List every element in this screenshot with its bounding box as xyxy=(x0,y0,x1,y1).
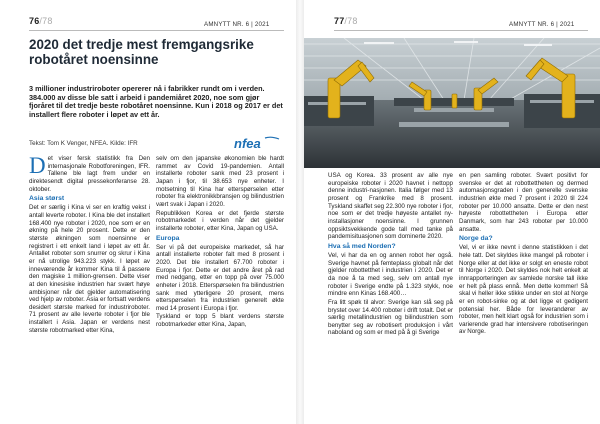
left-column-1 xyxy=(29,155,150,335)
body-paragraph: en pen samling roboter. Svært positivt for svenske er det at robottettheten og dermed automasjonsgraden i den generelle svenske industrien økte med 7 prosent i 2020 til 224 roboter per 10.000 ansatte. Dette er den nest høyeste robottettheten i Europa etter Danmark, som har 243 roboter per 10.000 ansatte. xyxy=(459,172,588,233)
article-lead: 3 millioner industriroboter opererer nå i fabrikker rundt om i verden. 384.000 av disse ble satt i arbeid i pandemiåret 2020, noe som gjør fjoråret til det tredje beste robotåret noensinne. Kun i 2018 og 2017 er det installert flere roboter i løpet av ett år. xyxy=(29,84,283,119)
intro-paragraph: Det viser fersk statistikk fra Den internasjonale Robotforeningen, IFR. Tallene ble lagt frem under en direktesendt digital pressekonferanse 28. oktober. xyxy=(29,153,150,193)
right-column-1 xyxy=(328,172,453,338)
body-paragraph: selv om den japanske økonomien ble hardt rammet av Covid 19-pandemien. Antall installerte roboter sank med 23 prosent i Japan i fjor, til 38.653 nye enheter. I motsetning til Kina har etterspørselen etter roboter fra elektronikkbransjen og bilindustrien vært svak i Japan i 2020. xyxy=(156,155,284,208)
body-paragraph: Republikken Korea er det fjerde største robotmarkedet i verden når det gjelder installerte roboter, etter Kina, Japan og USA. xyxy=(156,209,284,232)
body-paragraph: Ser vi på det europeiske markedet, så har antall installerte roboter falt med 8 prosent i 2020. Det ble installert 67.700 roboter i Europa i fjor. Dette er det andre året på rad med nedgang, etter en topp på over 75.000 enheter i 2018. Etterspørselen fra bilindustrien sank med ytterligere 20 prosent, mens etterspørselen fra industrien generelt økte med 14 prosent i Europa i fjor. xyxy=(156,243,284,312)
nfea-logo xyxy=(234,136,280,150)
heading-norden: Hva så med Norden? xyxy=(328,242,396,250)
heading-europa: Europa xyxy=(156,234,180,242)
body-paragraph: USA og Korea. 33 prosent av alle nye europeiske roboter i 2020 havnet i nettopp denne industri-nasjonen. Italia følger med 13 prosent og Frankrike med 8 prosent. Tyskland skaffet seg 22.300 nye roboter i fjor, noe som er det tredje høyeste antallet ny-installasjoner noensinne. I grunnen oppsiktsvekkende gode tall med tanke på pandemisituasjonen som dominerte 2020. xyxy=(328,172,453,241)
svg-text:nfea: nfea xyxy=(234,136,261,150)
page-gutter xyxy=(296,0,304,424)
article-credit: Tekst: Tom K Venger, NFEA. Kilde: IFR xyxy=(29,140,138,147)
header-rule xyxy=(29,30,284,31)
body-paragraph: Fra litt spøk til alvor: Sverige kan slå seg på brystet over 14.400 roboter i drift totalt. Det er særlig metallindustrien og bilindustrien som benytter seg av robotisert produksjon i vårt naboland og som er med på å gi Sverige xyxy=(328,298,453,337)
heading-norge: Norge da? xyxy=(459,235,493,243)
body-paragraph: Vel, vi er ikke nevnt i denne statistikken i det hele tatt. Det skyldes ikke mangel på roboter i Norge eller at det ikke er solgt en eneste robot til Norge i 2020. Det skyldes nok helt enkelt at innrapporteringen av samlede norske tall ikke er helt på plass ennå. Men dette kommer! Så skal vi heller ikke stikke under en stol at Norge er en robot-sinke og at det ligge et gedigent potensial her. Både for leverandører av roboter, men helt klart også for industrien som i varierende grad har intensivere robotiseringen av Norge. xyxy=(459,244,588,336)
page-number-right: 77/78 xyxy=(334,16,358,26)
heading-asia: Asia størst xyxy=(29,195,65,203)
factory-robots-photo xyxy=(304,38,600,168)
left-page xyxy=(0,0,296,424)
magazine-header-left: AMNYTT NR. 6 | 2021 xyxy=(204,21,270,28)
body-paragraph: Det er særlig i Kina vi ser en kraftig vekst i antall leverte roboter. I Kina ble det installert 168.400 nye roboter i 2020, noe som er en økning på hele 20 prosent. Dette er den største økningen som noensinne er registrert i ett enkelt land i løpet av ett år. Antallet roboter som snurrer og skrur i Kina er nå utrolige 943.223 stykk. I løpet av inneværende år kommer Kina til å passere den magiske 1 million-grensen. Dette viser at den kinesiske industrien har svært høye ambisjoner når det gjelder automatisering ved hjelp av roboter. Asia er fortsatt verdens desidert største marked for industriroboter. 71 prosent av alle leverte roboter i fjor ble installert i Asia. Japan er verdens nest største robotmarked etter Kina, xyxy=(29,204,150,334)
header-rule xyxy=(334,30,588,31)
right-page xyxy=(304,0,600,424)
body-paragraph: Vel, vi har da en og annen robot her også. Sverige havnet på femteplass globalt når det gjelder robottetthet i industrien i 2020. Det er da noe å ta med seg, selv om antall nye roboter i Sverige endte på 1.323 stykk, noe mindre enn Kinas 168.400… xyxy=(328,251,453,298)
article-title: 2020 det tredje mest fremgangsrike robotåret noensinne xyxy=(29,37,254,67)
right-column-2 xyxy=(459,172,588,337)
body-paragraph: Tyskland er topp 5 blant verdens største robotmarkeder etter Kina, Japan, xyxy=(156,313,284,329)
drop-cap: D xyxy=(29,153,46,178)
magazine-header-right: AMNYTT NR. 6 | 2021 xyxy=(509,21,575,28)
page-number-left: 76/78 xyxy=(29,16,53,26)
left-column-2 xyxy=(156,155,284,330)
